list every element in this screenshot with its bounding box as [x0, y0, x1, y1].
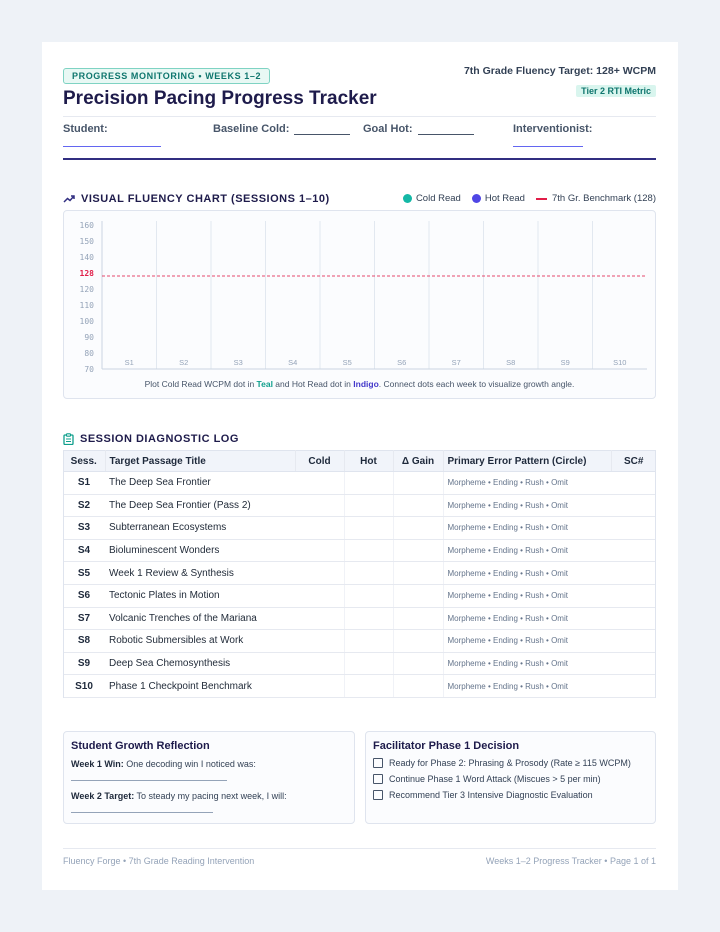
y-tick-label: 150 — [79, 237, 94, 246]
y-tick-label: 160 — [79, 221, 94, 230]
cold-cell[interactable] — [295, 472, 344, 495]
decision-card — [365, 731, 656, 824]
y-tick-label: 90 — [84, 333, 94, 342]
checkbox-continue[interactable] — [373, 774, 383, 784]
sc-cell[interactable] — [611, 675, 656, 698]
week2-label: Week 2 Target: — [71, 791, 135, 801]
trend-up-icon — [63, 194, 75, 204]
table-row — [63, 517, 656, 540]
reflection-title: Student Growth Reflection — [71, 740, 210, 752]
week1-text: One decoding win I noticed was: — [123, 759, 256, 769]
col-title: Target Passage Title — [105, 451, 295, 472]
hot-cell[interactable] — [344, 539, 393, 562]
title-cell: Week 1 Review & Synthesis — [105, 562, 295, 585]
col-session: Sess. — [63, 451, 105, 472]
gain-cell[interactable] — [393, 539, 443, 562]
decision-option-continue[interactable] — [373, 771, 655, 787]
y-tick-label: 110 — [79, 301, 94, 310]
footer-rule — [63, 848, 656, 849]
title-cell: The Deep Sea Frontier (Pass 2) — [105, 494, 295, 517]
student-line[interactable] — [63, 146, 161, 147]
gain-cell[interactable] — [393, 607, 443, 630]
cold-cell[interactable] — [295, 494, 344, 517]
hot-cell[interactable] — [344, 472, 393, 495]
title-cell: Deep Sea Chemosynthesis — [105, 652, 295, 675]
x-tick-label: S3 — [233, 358, 243, 367]
session-cell: S10 — [63, 675, 105, 698]
hot-cell[interactable] — [344, 517, 393, 540]
log-heading — [63, 433, 239, 445]
worksheet-page — [42, 42, 678, 890]
x-tick-label: S4 — [288, 358, 298, 367]
baseline-label: Baseline Cold: — [213, 123, 290, 135]
page-title: Precision Pacing Progress Tracker — [63, 88, 377, 109]
checkbox-phase2[interactable] — [373, 758, 383, 768]
goal-field — [363, 123, 474, 135]
session-cell: S8 — [63, 630, 105, 653]
week2-text: To steady my pacing next week, I will: — [134, 791, 287, 801]
legend-hot-label: Hot Read — [484, 193, 525, 204]
legend-benchmark-swatch — [536, 198, 547, 200]
gain-cell[interactable] — [393, 472, 443, 495]
footer-right: Weeks 1–2 Progress Tracker • Page 1 of 1 — [485, 856, 656, 866]
week1-prompt — [71, 759, 354, 769]
hot-cell[interactable] — [344, 562, 393, 585]
decision-options — [366, 755, 655, 803]
y-tick-label: 70 — [84, 365, 94, 374]
hot-cell[interactable] — [344, 630, 393, 653]
error-pattern-cell[interactable]: Morpheme • Ending • Rush • Omit — [443, 562, 611, 585]
table-row — [63, 539, 656, 562]
cold-cell[interactable] — [295, 539, 344, 562]
x-tick-label: S7 — [451, 358, 461, 367]
table-header-row — [63, 451, 656, 472]
session-cell: S3 — [63, 517, 105, 540]
legend-benchmark-label: 7th Gr. Benchmark (128) — [551, 193, 656, 204]
cold-cell[interactable] — [295, 675, 344, 698]
note-teal: Teal — [256, 379, 273, 389]
sc-cell[interactable] — [611, 472, 656, 495]
sc-cell[interactable] — [611, 607, 656, 630]
checkbox-tier3[interactable] — [373, 790, 383, 800]
cold-cell[interactable] — [295, 562, 344, 585]
error-pattern-cell[interactable]: Morpheme • Ending • Rush • Omit — [443, 652, 611, 675]
session-cell: S1 — [63, 472, 105, 495]
table-row — [63, 494, 656, 517]
error-pattern-cell[interactable]: Morpheme • Ending • Rush • Omit — [443, 607, 611, 630]
option-continue-label: Continue Phase 1 Word Attack (Miscues > 5 per min) — [389, 774, 601, 784]
cold-cell[interactable] — [295, 584, 344, 607]
cold-cell[interactable] — [295, 607, 344, 630]
decision-option-tier3[interactable] — [373, 787, 655, 803]
sc-cell[interactable] — [611, 652, 656, 675]
chart-legend — [392, 193, 656, 204]
table-row — [63, 584, 656, 607]
cold-cell[interactable] — [295, 652, 344, 675]
hot-cell[interactable] — [344, 652, 393, 675]
option-phase2-label: Ready for Phase 2: Phrasing & Prosody (Rate ≥ 115 WCPM) — [389, 758, 631, 768]
hot-cell[interactable] — [344, 584, 393, 607]
col-cold: Cold — [295, 451, 344, 472]
error-pattern-cell[interactable]: Morpheme • Ending • Rush • Omit — [443, 584, 611, 607]
week1-write-line[interactable] — [71, 780, 227, 781]
y-tick-label: 128 — [79, 269, 94, 278]
tier-badge: Tier 2 RTI Metric — [576, 85, 656, 97]
chart-instructions — [64, 379, 655, 389]
sc-cell[interactable] — [611, 630, 656, 653]
sc-cell[interactable] — [611, 494, 656, 517]
error-pattern-cell[interactable]: Morpheme • Ending • Rush • Omit — [443, 472, 611, 495]
log-heading-text: SESSION DIAGNOSTIC LOG — [80, 433, 239, 445]
legend-cold-swatch — [403, 194, 412, 203]
gain-cell[interactable] — [393, 630, 443, 653]
y-tick-label: 100 — [79, 317, 94, 326]
student-label: Student: — [63, 123, 108, 135]
chart-heading-text: VISUAL FLUENCY CHART (SESSIONS 1–10) — [81, 193, 330, 205]
error-pattern-cell[interactable]: Morpheme • Ending • Rush • Omit — [443, 630, 611, 653]
progress-badge: PROGRESS MONITORING • WEEKS 1–2 — [63, 68, 270, 84]
table-row — [63, 472, 656, 495]
header-rule — [63, 116, 656, 117]
baseline-field — [213, 123, 350, 135]
legend-cold-label: Cold Read — [415, 193, 461, 204]
sc-cell[interactable] — [611, 562, 656, 585]
hot-cell[interactable] — [344, 675, 393, 698]
title-cell: Robotic Submersibles at Work — [105, 630, 295, 653]
session-cell: S2 — [63, 494, 105, 517]
session-cell: S6 — [63, 584, 105, 607]
col-sc: SC# — [611, 451, 656, 472]
error-pattern-cell[interactable]: Morpheme • Ending • Rush • Omit — [443, 494, 611, 517]
session-cell: S7 — [63, 607, 105, 630]
sc-cell[interactable] — [611, 517, 656, 540]
col-gain: Δ Gain — [393, 451, 443, 472]
x-tick-label: S9 — [560, 358, 570, 367]
student-field — [63, 123, 108, 135]
legend-hot-swatch — [472, 194, 481, 203]
title-cell: Subterranean Ecosystems — [105, 517, 295, 540]
legend-hot — [472, 193, 525, 204]
table-row — [63, 607, 656, 630]
interventionist-label: Interventionist: — [513, 123, 593, 135]
gain-cell[interactable] — [393, 584, 443, 607]
gain-cell[interactable] — [393, 652, 443, 675]
title-cell: Tectonic Plates in Motion — [105, 584, 295, 607]
option-tier3-label: Recommend Tier 3 Intensive Diagnostic Evaluation — [389, 790, 593, 800]
hot-cell[interactable] — [344, 607, 393, 630]
title-cell: Volcanic Trenches of the Mariana — [105, 607, 295, 630]
note-suffix: . Connect dots each week to visualize growth angle. — [378, 379, 575, 389]
error-pattern-cell[interactable]: Morpheme • Ending • Rush • Omit — [443, 675, 611, 698]
header-divider — [63, 158, 656, 160]
fluency-chart-svg[interactable] — [64, 211, 657, 376]
session-cell: S4 — [63, 539, 105, 562]
col-error-pattern: Primary Error Pattern (Circle) — [443, 451, 611, 472]
fluency-chart — [63, 210, 656, 399]
error-pattern-cell[interactable]: Morpheme • Ending • Rush • Omit — [443, 539, 611, 562]
session-log-table — [63, 450, 656, 698]
week2-prompt — [71, 791, 354, 801]
cold-cell[interactable] — [295, 630, 344, 653]
note-indigo: Indigo — [353, 379, 379, 389]
clipboard-icon — [63, 433, 74, 445]
session-cell: S5 — [63, 562, 105, 585]
legend-cold — [403, 193, 461, 204]
y-tick-label: 80 — [84, 349, 94, 358]
gain-cell[interactable] — [393, 675, 443, 698]
gain-cell[interactable] — [393, 517, 443, 540]
note-mid: and Hot Read dot in — [272, 379, 354, 389]
goal-line[interactable] — [418, 125, 474, 135]
baseline-line[interactable] — [294, 125, 350, 135]
table-row — [63, 562, 656, 585]
decision-option-phase2[interactable] — [373, 755, 655, 771]
title-cell: The Deep Sea Frontier — [105, 472, 295, 495]
x-tick-label: S1 — [124, 358, 134, 367]
fluency-target: 7th Grade Fluency Target: 128+ WCPM — [463, 65, 656, 77]
hot-cell[interactable] — [344, 494, 393, 517]
chart-heading — [63, 193, 330, 205]
goal-label: Goal Hot: — [363, 123, 413, 135]
gain-cell[interactable] — [393, 494, 443, 517]
x-tick-label: S8 — [506, 358, 516, 367]
week1-label: Week 1 Win: — [71, 759, 124, 769]
table-row — [63, 630, 656, 653]
note-prefix: Plot Cold Read WCPM dot in — [144, 379, 257, 389]
week2-write-line[interactable] — [71, 812, 213, 813]
x-tick-label: S6 — [397, 358, 407, 367]
title-cell: Phase 1 Checkpoint Benchmark — [105, 675, 295, 698]
session-cell: S9 — [63, 652, 105, 675]
gain-cell[interactable] — [393, 562, 443, 585]
col-hot: Hot — [344, 451, 393, 472]
table-row — [63, 652, 656, 675]
x-tick-label: S5 — [342, 358, 352, 367]
interventionist-field — [513, 123, 592, 135]
title-cell: Bioluminescent Wonders — [105, 539, 295, 562]
footer-left: Fluency Forge • 7th Grade Reading Intervention — [63, 856, 255, 866]
sc-cell[interactable] — [611, 584, 656, 607]
decision-title: Facilitator Phase 1 Decision — [373, 740, 520, 752]
cold-cell[interactable] — [295, 517, 344, 540]
y-tick-label: 120 — [79, 285, 94, 294]
sc-cell[interactable] — [611, 539, 656, 562]
y-tick-label: 140 — [79, 253, 94, 262]
error-pattern-cell[interactable]: Morpheme • Ending • Rush • Omit — [443, 517, 611, 540]
reflection-card — [63, 731, 355, 824]
interventionist-line[interactable] — [513, 146, 583, 147]
table-row — [63, 675, 656, 698]
x-tick-label: S10 — [613, 358, 627, 367]
legend-benchmark — [536, 193, 656, 204]
x-tick-label: S2 — [179, 358, 189, 367]
